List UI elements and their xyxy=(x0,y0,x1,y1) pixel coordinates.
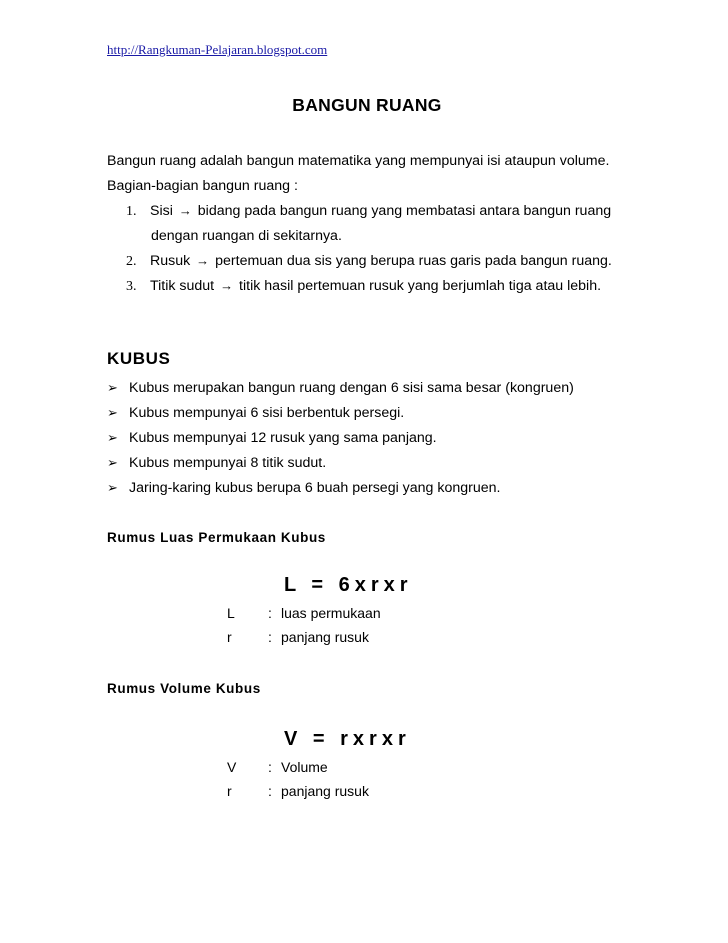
list-term: Sisi xyxy=(150,203,173,219)
list-item-sisi-cont: dengan ruangan di sekitarnya. xyxy=(151,228,342,244)
arrow-right-icon: → xyxy=(220,278,234,293)
formula-luas: L = 6xrxr xyxy=(284,574,413,596)
subsection-title-volume: Rumus Volume Kubus xyxy=(107,681,261,696)
list-item-sisi xyxy=(126,203,611,220)
list-desc: titik hasil pertemuan rusuk yang berjumlah tiga atau lebih. xyxy=(239,278,602,294)
intro-line-1: Bangun ruang adalah bangun matematika yang mempunyai isi ataupun volume. xyxy=(107,153,610,169)
page-title: BANGUN RUANG xyxy=(292,95,442,115)
intro-line-2: Bagian-bagian bangun ruang : xyxy=(107,178,298,194)
list-item xyxy=(107,455,326,471)
arrowhead-bullet-icon: ➢ xyxy=(107,380,118,395)
definition-colon: : xyxy=(268,759,272,775)
list-number: 2. xyxy=(126,254,137,269)
definition-symbol: r xyxy=(227,783,232,799)
section-title-kubus: KUBUS xyxy=(107,349,171,368)
bullet-text: Kubus mempunyai 12 rusuk yang sama panjang. xyxy=(129,430,437,446)
bullet-text: Kubus mempunyai 8 titik sudut. xyxy=(129,455,327,471)
formula-volume: V = rxrxr xyxy=(284,728,411,750)
arrowhead-bullet-icon: ➢ xyxy=(107,480,118,495)
bullet-text: Jaring-karing kubus berupa 6 buah persegi yang kongruen. xyxy=(129,480,501,496)
arrow-right-icon: → xyxy=(178,203,192,218)
arrowhead-bullet-icon: ➢ xyxy=(107,455,118,470)
list-item-titik-sudut xyxy=(126,278,601,295)
definition-colon: : xyxy=(268,783,272,799)
definition-text: Volume xyxy=(281,759,328,775)
list-desc: bidang pada bangun ruang yang membatasi antara bangun ruang xyxy=(197,203,612,219)
list-item xyxy=(107,380,574,396)
arrowhead-bullet-icon: ➢ xyxy=(107,430,118,445)
list-desc: pertemuan dua sis yang berupa ruas garis pada bangun ruang. xyxy=(215,253,612,269)
bullet-text: Kubus mempunyai 6 sisi berbentuk persegi. xyxy=(129,405,405,421)
list-term: Titik sudut xyxy=(150,278,215,294)
definition-colon: : xyxy=(268,629,272,645)
definition-text: luas permukaan xyxy=(281,605,381,621)
subsection-title-luas: Rumus Luas Permukaan Kubus xyxy=(107,530,326,545)
list-number: 3. xyxy=(126,279,137,294)
header-link[interactable]: http://Rangkuman-Pelajaran.blogspot.com xyxy=(107,42,328,57)
definition-symbol: r xyxy=(227,629,232,645)
definition-symbol: V xyxy=(227,759,237,775)
definition-colon: : xyxy=(268,605,272,621)
definition-symbol: L xyxy=(227,605,235,621)
definition-text: panjang rusuk xyxy=(281,783,369,799)
arrow-right-icon: → xyxy=(196,253,210,268)
list-item-rusuk xyxy=(126,253,612,270)
definition-text: panjang rusuk xyxy=(281,629,369,645)
list-item xyxy=(107,480,501,496)
bullet-text: Kubus merupakan bangun ruang dengan 6 sisi sama besar (kongruen) xyxy=(129,380,574,396)
list-item xyxy=(107,405,404,421)
arrowhead-bullet-icon: ➢ xyxy=(107,405,118,420)
list-number: 1. xyxy=(126,204,137,219)
list-item xyxy=(107,430,437,446)
list-term: Rusuk xyxy=(150,253,191,269)
